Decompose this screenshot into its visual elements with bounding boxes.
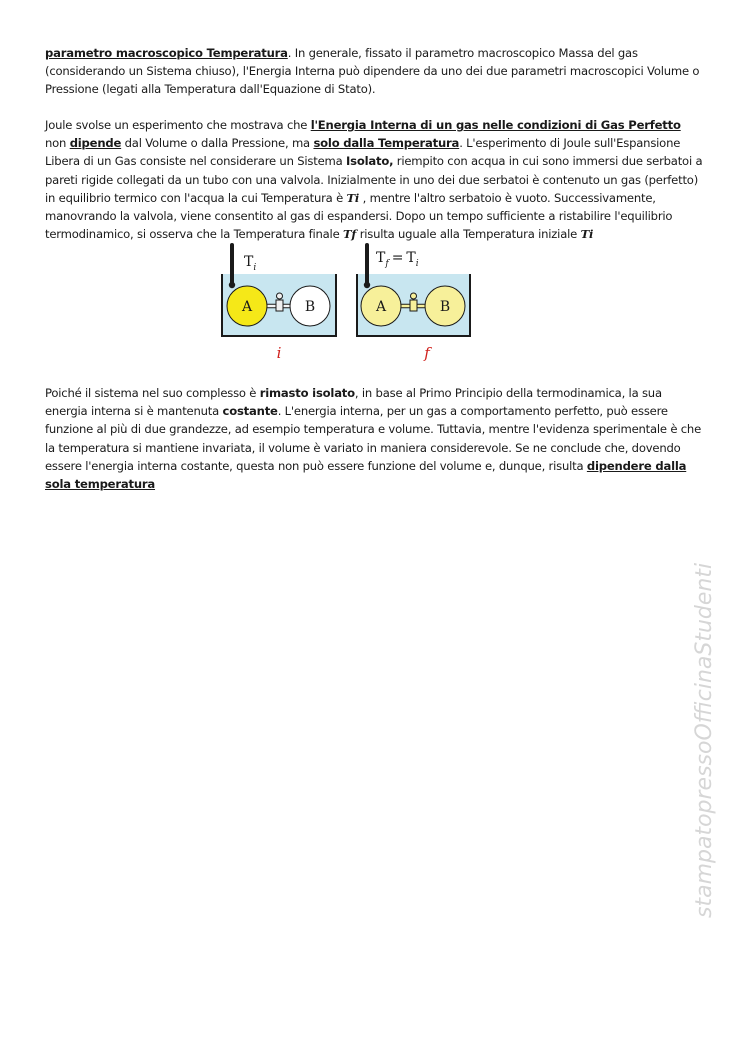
emphasis-internal-energy-perfect-gas: l'Energia Interna di un gas nelle condizioni di Gas Perfetto [310,118,681,132]
valve-handle-icon [277,293,283,299]
emphasis-depends-only-temperature: dipendere dalla sola temperatura [45,458,687,492]
text-span: . L'esperimento di Joule sull'Espansione Libera di un Gas consiste nel considerare un Sistema [45,136,681,169]
emphasis-temperature-parameter: parametro macroscopico Temperatura [45,46,288,60]
thermometer-bulb-icon [229,282,235,288]
symbol-ti: Ti [346,190,360,205]
emphasis-isolated: Isolato, [346,154,394,169]
emphasis-constant: costante [222,404,278,419]
valve-handle-icon [411,293,417,299]
tank-a-label: A [375,299,387,315]
text-span: , mentre l'altro serbatoio è vuoto. Successivamente, manovrando la valvola, viene consentito al gas di espandersi. Dopo un tempo sufficiente a ristabilire l'equilibrio termodinamico, si osserva che la Temperatura finale [45,190,673,242]
text-span: . L'energia interna, per un gas a comportamento perfetto, può essere funzione al più di due grandezze, ad esempio temperatura e volume. Tuttavia, mentre l'evidenza sperimentale è che la temperatura si mantiene invariata, il volume è variato in maniera considerevole. Se ne conclude che, dovendo essere l'energia interna costante, questa non può essere funzione del volume e, dunque, risulta [45,404,702,473]
emphasis-remained-isolated: rimasto isolato [259,386,355,400]
thermometer-label-tf-equals-ti: $T_f = T_i$ [376,250,419,269]
paragraph-conclusion [45,384,705,493]
emphasis-depends: dipende [69,136,122,151]
paragraph-joule-experiment [45,116,705,243]
thermometer-bulb-icon [364,282,370,288]
text-span: non [45,136,70,151]
tank-b-label: B [439,299,451,315]
tank-a-label: A [241,299,253,315]
text-span: risulta uguale alla Temperatura iniziale [356,227,581,242]
text-span: Joule svolse un esperimento che mostrava che [45,118,311,132]
caption-final: f [424,344,430,362]
initial-state-panel [222,245,336,362]
caption-initial: i [276,344,282,362]
text-span: , in base al Primo Principio della termodinamica, la sua energia interna si è mantenuta [45,386,662,419]
thermometer-label-ti: $T_i$ [244,254,257,273]
symbol-ti: Ti [580,227,594,242]
text-span: Poiché il sistema nel suo complesso è [45,386,260,400]
valve-icon [276,300,283,311]
text-span: dal Volume o dalla Pressione, ma [121,136,314,151]
text-span: riempito con acqua in cui sono immersi due serbatoi a pareti rigide collegati da un tubo con una valvola. Inizialmente in uno dei due serbatoi è contenuto un gas (perfetto) in equilibrio termico con l'acqua la cui Temperatura è [45,154,703,205]
paragraph-internal-energy-intro [45,44,705,99]
text-span: . In generale, fissato il parametro macroscopico Massa del gas (considerando un Sistema chiuso), l'Energia Interna può dipendere da uno dei due parametri macroscopici Volume o Pressione (legati alla Temperatura dall'Equazione di Stato). [45,46,700,97]
watermark: stampatopressoOfficinaStudenti [692,562,717,918]
tank-b-label: B [304,299,316,315]
joule-expansion-figure [210,240,480,366]
symbol-tf: Tf [342,227,357,242]
valve-icon [410,300,417,311]
emphasis-only-temperature: solo dalla Temperatura [313,136,460,151]
final-state-panel [357,245,470,362]
